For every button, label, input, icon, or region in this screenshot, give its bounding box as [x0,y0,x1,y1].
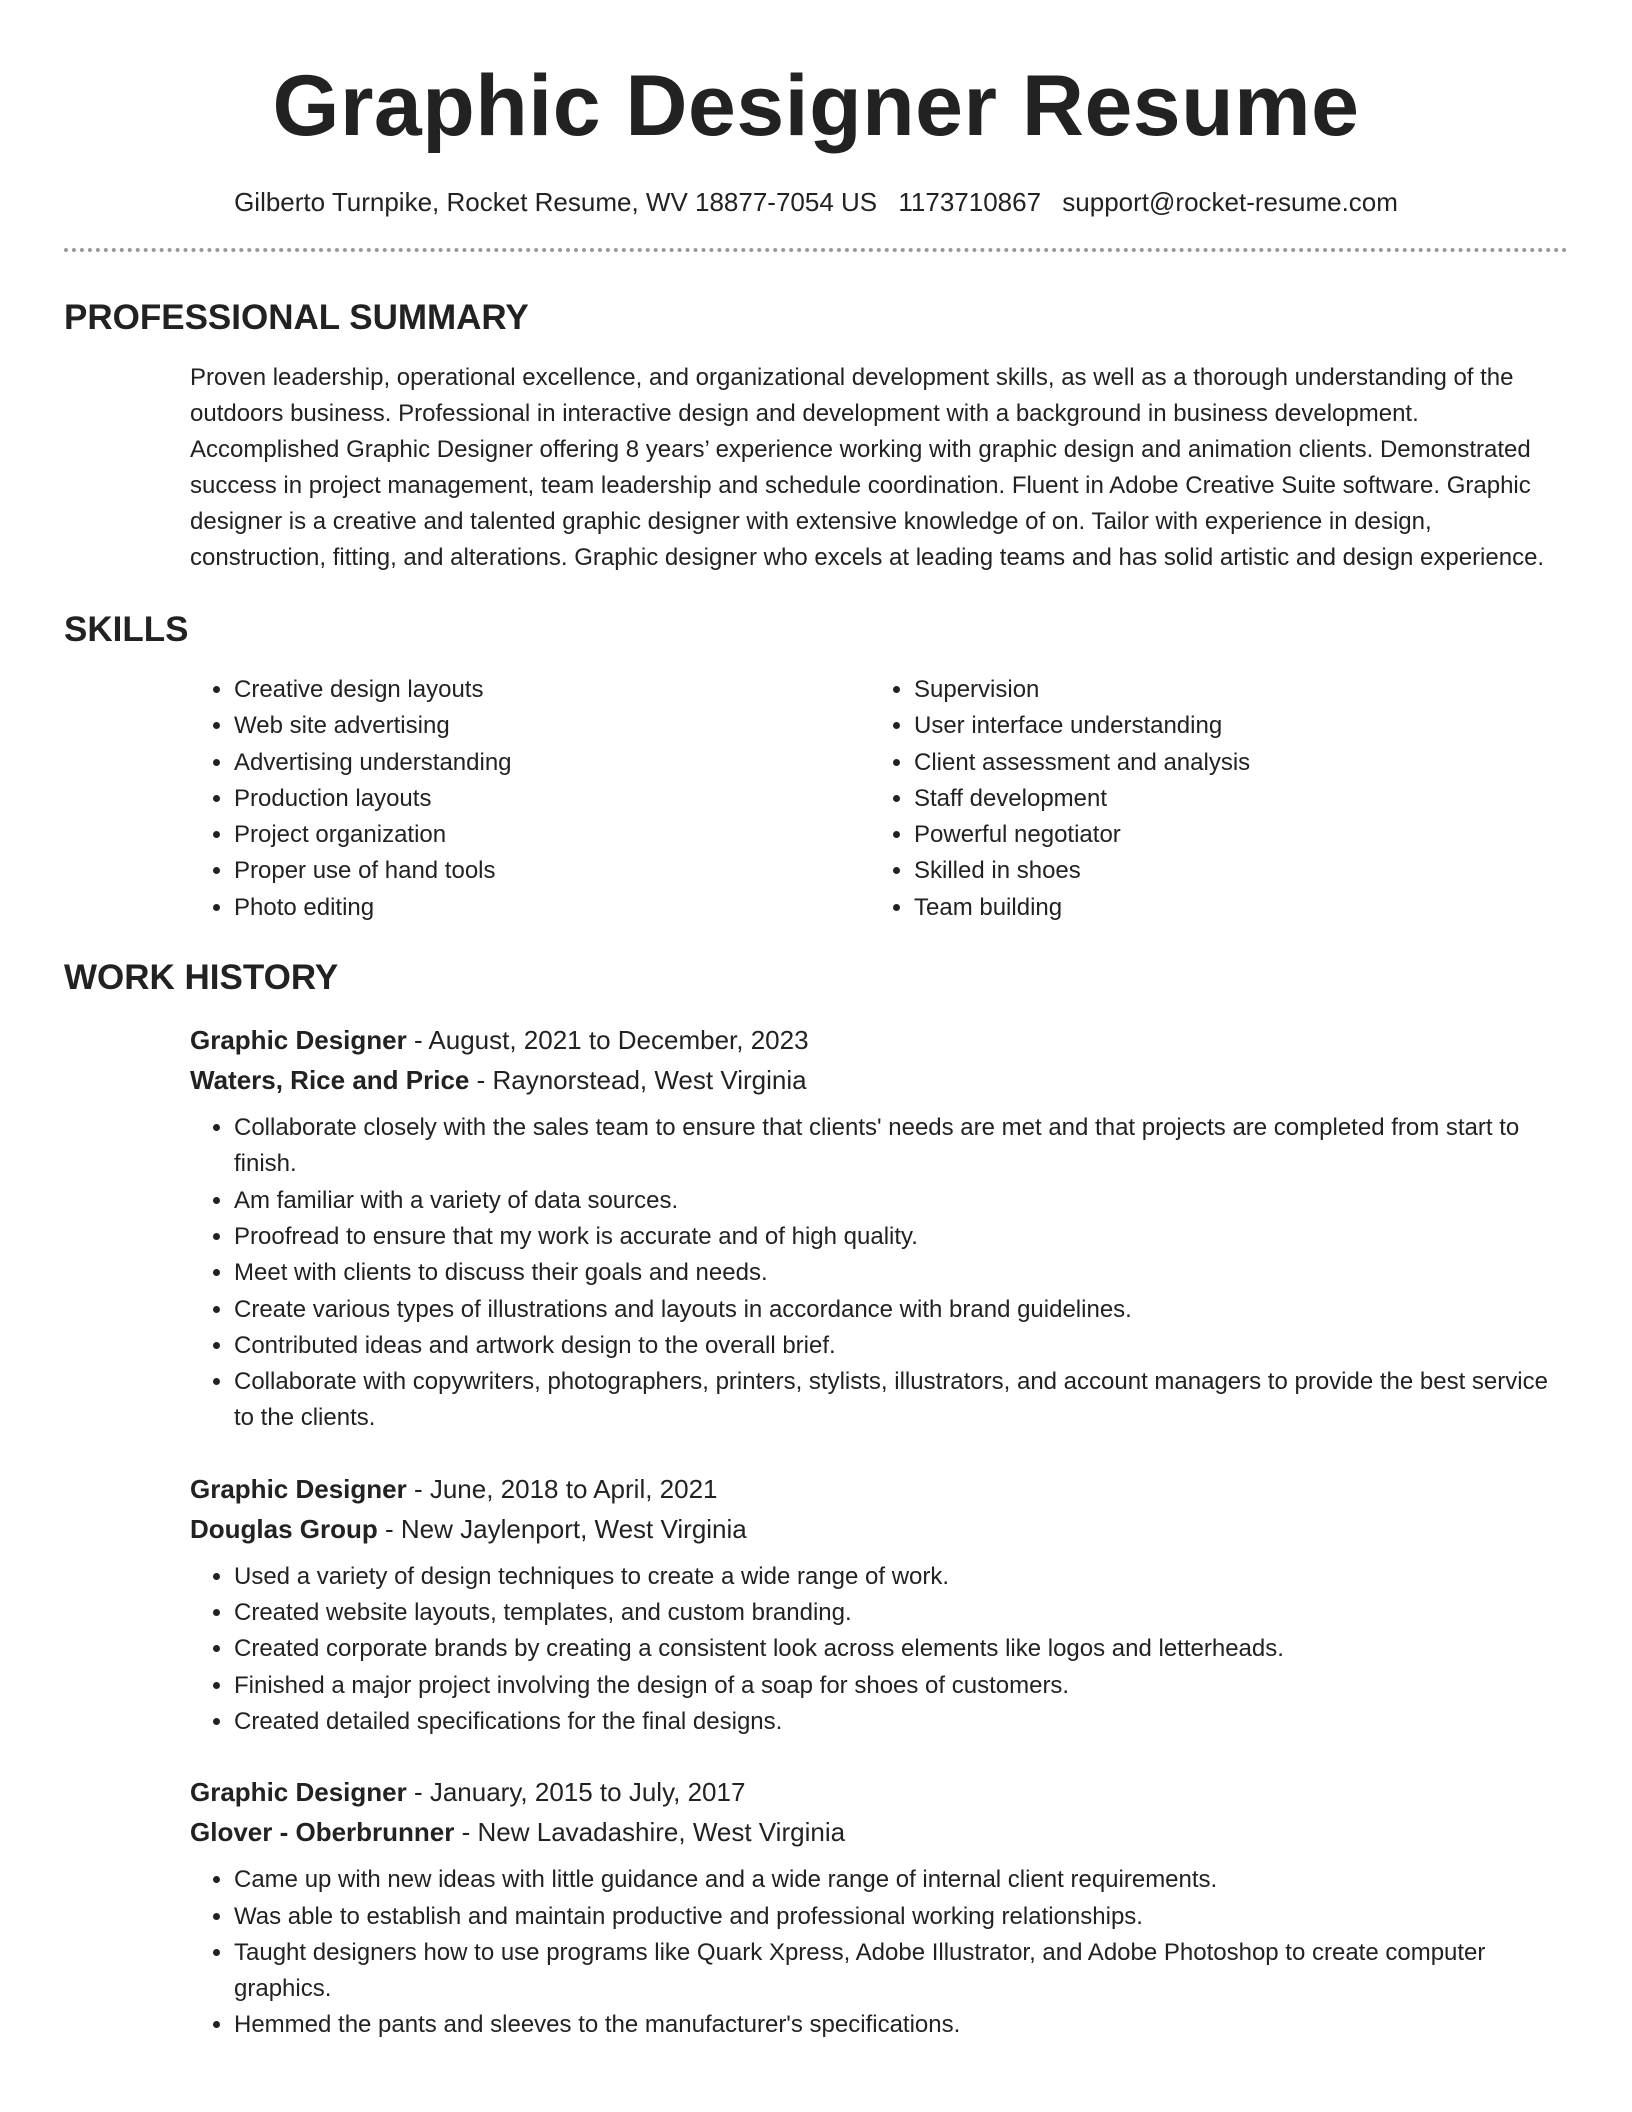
job-location: - New Jaylenport, West Virginia [377,1513,747,1544]
list-item: • Powerful negotiator [914,817,1550,853]
skills-grid [190,672,1568,926]
job-list [190,1020,1568,2044]
job-title: Graphic Designer [190,1777,407,1808]
list-item: • Finished a major project involving the design of a soap for shoes of customers. [234,1668,1568,1704]
list-item: • Photo editing [234,890,870,926]
list-item: • Collaborate with copywriters, photographers, printers, stylists, illustrators, and account managers to provide the best service to the clients. [234,1364,1568,1437]
contact-email: support@rocket-resume.com [1062,187,1398,217]
list-item: • Hemmed the pants and sleeves to the manufacturer's specifications. [234,2007,1568,2043]
job-entry [190,1772,1568,2043]
contact-address: Gilberto Turnpike, Rocket Resume, WV 18877-7054 US [234,187,878,217]
work-section [64,956,1568,2044]
resume-title: Graphic Designer Resume [272,58,1360,154]
summary-text: Proven leadership, operational excellence, and organizational development skills, as well as a thorough understanding of the outdoors business. Professional in interactive design and development with a background in business development. Accomplished Graphic Designer offering 8 years’ experience working with graphic design and animation clients. Demonstrated success in project management, team leadership and schedule coordination. Fluent in Adobe Creative Suite software. Graphic designer is a creative and talented graphic designer with extensive knowledge of on. Tailor with experience in design, construction, fitting, and alterations. Graphic designer who excels at leading teams and has solid artistic and design experience. [190,364,1545,571]
skills-heading: SKILLS [64,610,189,649]
job-location: - New Lavadashire, West Virginia [454,1817,846,1848]
summary-section [64,296,1568,576]
job-company-line [190,1060,1568,1100]
job-title-line [190,1469,1568,1509]
list-item: • User interface understanding [914,708,1550,744]
list-item: • Am familiar with a variety of data sources. [234,1183,1568,1219]
job-bullets [190,1862,1568,2043]
list-item: • Contributed ideas and artwork design to the overall brief. [234,1328,1568,1364]
contact-line [64,184,1568,220]
list-item: • Used a variety of design techniques to create a wide range of work. [234,1559,1568,1595]
summary-heading: PROFESSIONAL SUMMARY [64,298,529,337]
job-location: - Raynorstead, West Virginia [469,1065,807,1096]
list-item: • Collaborate closely with the sales team to ensure that clients' needs are met and that projects are completed from start to finish. [234,1110,1568,1183]
list-item: • Project organization [234,817,870,853]
list-item: • Was able to establish and maintain productive and professional working relationships. [234,1899,1568,1935]
list-item: • Proper use of hand tools [234,853,870,889]
list-item: • Proofread to ensure that my work is accurate and of high quality. [234,1219,1568,1255]
list-item: • Creative design layouts [234,672,870,708]
job-title-line [190,1772,1568,1812]
contact-phone: 1173710867 [898,187,1042,217]
job-entry [190,1020,1568,1437]
job-dates: - June, 2018 to April, 2021 [406,1473,718,1504]
job-company-line [190,1812,1568,1852]
work-heading: WORK HISTORY [64,958,339,998]
skills-section [64,608,1568,926]
list-item: • Advertising understanding [234,745,870,781]
job-company: Glover - Oberbrunner [190,1817,455,1848]
list-item: • Created detailed specifications for the final designs. [234,1704,1568,1740]
job-company: Douglas Group [190,1513,378,1544]
job-bullets [190,1559,1568,1740]
list-item: • Staff development [914,781,1550,817]
list-item: • Skilled in shoes [914,853,1550,889]
job-entry [190,1469,1568,1740]
list-item: • Client assessment and analysis [914,745,1550,781]
list-item: • Web site advertising [234,708,870,744]
job-title: Graphic Designer [190,1025,407,1056]
header-divider [64,248,1568,252]
resume-page [64,0,1568,2044]
list-item: • Create various types of illustrations and layouts in accordance with brand guidelines. [234,1292,1568,1328]
job-dates: - January, 2015 to July, 2017 [406,1777,746,1808]
list-item: • Created website layouts, templates, and custom branding. [234,1595,1568,1631]
job-dates: - August, 2021 to December, 2023 [406,1025,809,1056]
list-item: • Supervision [914,672,1550,708]
skills-column-right [870,672,1550,926]
job-company-line [190,1509,1568,1549]
list-item: • Team building [914,890,1550,926]
list-item: • Meet with clients to discuss their goals and needs. [234,1255,1568,1291]
list-item: • Came up with new ideas with little guidance and a wide range of internal client requirements. [234,1862,1568,1898]
list-item: • Taught designers how to use programs like Quark Xpress, Adobe Illustrator, and Adobe Photoshop to create computer graphics. [234,1935,1568,2008]
job-title: Graphic Designer [190,1473,407,1504]
skills-list-right [870,672,1550,926]
job-company: Waters, Rice and Price [190,1065,470,1096]
list-item: • Created corporate brands by creating a consistent look across elements like logos and letterheads. [234,1631,1568,1667]
list-item: • Production layouts [234,781,870,817]
job-bullets [190,1110,1568,1437]
skills-list-left [190,672,870,926]
job-title-line [190,1020,1568,1060]
skills-column-left [190,672,870,926]
